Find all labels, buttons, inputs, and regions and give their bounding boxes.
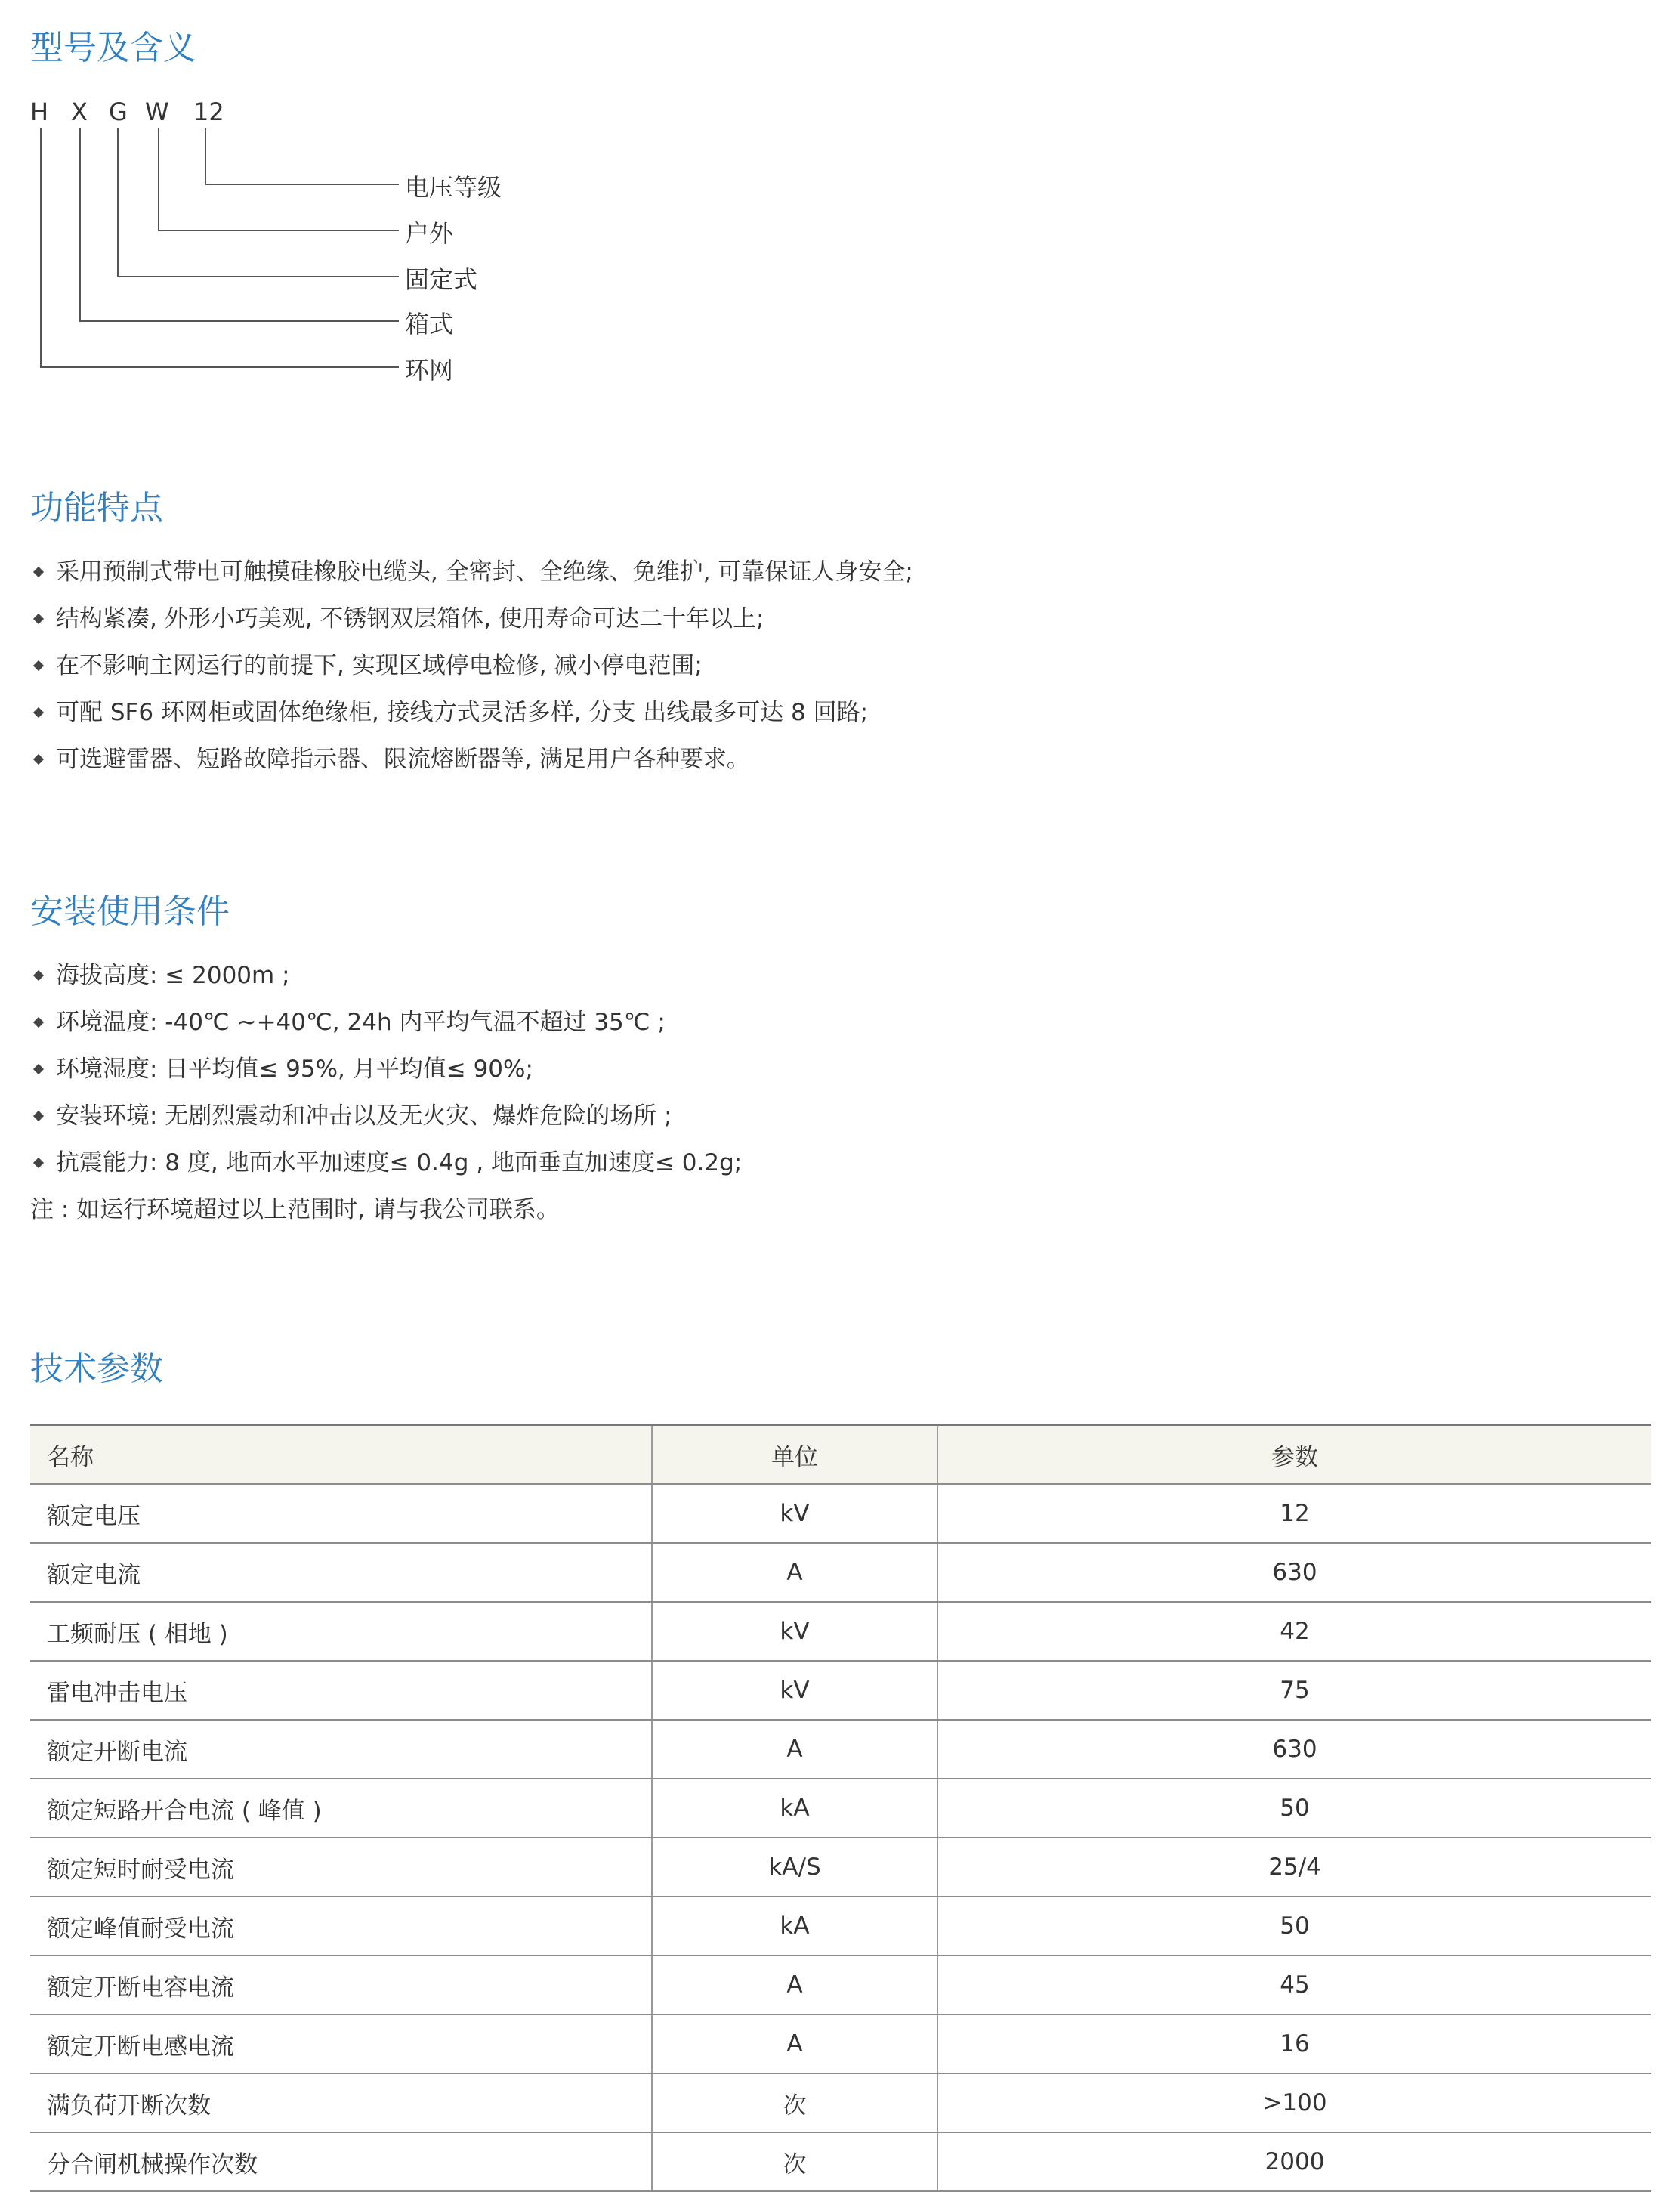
cell-unit: 次 bbox=[652, 2132, 937, 2191]
meaning-voltage-level: 电压等级 bbox=[405, 173, 502, 202]
cell-name: 雷电冲击电压 bbox=[30, 1661, 652, 1720]
cell-name: 分合闸机械操作次数 bbox=[30, 2132, 652, 2191]
header-name: 名称 bbox=[30, 1425, 652, 1485]
list-item: 可选避雷器、短路故障指示器、限流熔断器等, 满足用户各种要求。 bbox=[30, 736, 913, 783]
diamond-bullet-icon bbox=[33, 660, 44, 671]
table-row bbox=[30, 2014, 1651, 2073]
table-row bbox=[30, 1955, 1651, 2014]
meaning-outdoor: 户外 bbox=[405, 219, 454, 248]
cell-value: 50 bbox=[937, 1779, 1651, 1838]
connector-line-x bbox=[80, 128, 399, 321]
cell-unit: kA/S bbox=[652, 1838, 937, 1897]
cell-value: >100 bbox=[937, 2073, 1651, 2132]
cell-value: 16 bbox=[937, 2014, 1651, 2073]
list-item: 环境温度: -40℃ ~+40℃, 24h 内平均气温不超过 35℃ ; bbox=[30, 999, 742, 1046]
diamond-bullet-icon bbox=[33, 1111, 44, 1121]
table-row bbox=[30, 1602, 1651, 1661]
diamond-bullet-icon bbox=[33, 754, 44, 765]
cell-name: 额定短路开合电流 ( 峰值 ) bbox=[30, 1779, 652, 1838]
section-title-model: 型号及含义 bbox=[30, 29, 196, 67]
meaning-fixed: 固定式 bbox=[405, 265, 478, 294]
cell-value: 2000 bbox=[937, 2132, 1651, 2191]
model-letter-w: W bbox=[145, 97, 169, 126]
connector-line-h bbox=[41, 128, 399, 367]
cell-name: 额定开断电感电流 bbox=[30, 2014, 652, 2073]
table-row bbox=[30, 2132, 1651, 2191]
model-letter-12: 12 bbox=[193, 97, 224, 126]
list-item: 可配 SF6 环网柜或固体绝缘柜, 接线方式灵活多样, 分支 出线最多可达 8 回路; bbox=[30, 689, 913, 736]
diamond-bullet-icon bbox=[33, 1064, 44, 1074]
table-header-row bbox=[30, 1425, 1651, 1485]
cell-unit: A bbox=[652, 1543, 937, 1602]
table-row bbox=[30, 2073, 1651, 2132]
diamond-bullet-icon bbox=[33, 707, 44, 718]
connector-line-w bbox=[159, 128, 399, 230]
cell-unit: kV bbox=[652, 1602, 937, 1661]
model-code-diagram bbox=[0, 0, 423, 393]
cell-name: 额定电流 bbox=[30, 1543, 652, 1602]
cell-name: 额定开断电流 bbox=[30, 1720, 652, 1779]
list-item: 结构紧凑, 外形小巧美观, 不锈钢双层箱体, 使用寿命可达二十年以上; bbox=[30, 595, 913, 642]
table-row bbox=[30, 1543, 1651, 1602]
cell-name: 额定短时耐受电流 bbox=[30, 1838, 652, 1897]
cell-unit: kV bbox=[652, 1661, 937, 1720]
feature-list bbox=[30, 549, 913, 783]
tech-params-table bbox=[30, 1424, 1651, 2192]
cell-unit: kV bbox=[652, 1484, 937, 1543]
cell-unit: A bbox=[652, 2014, 937, 2073]
header-value: 参数 bbox=[937, 1425, 1651, 1485]
table-row bbox=[30, 1838, 1651, 1897]
diamond-bullet-icon bbox=[33, 1158, 44, 1168]
cell-unit: kA bbox=[652, 1897, 937, 1955]
cell-value: 25/4 bbox=[937, 1838, 1651, 1897]
list-item: 采用预制式带电可触摸硅橡胶电缆头, 全密封、全绝缘、免维护, 可靠保证人身安全; bbox=[30, 549, 913, 595]
meaning-ring-network: 环网 bbox=[405, 356, 454, 385]
cell-value: 630 bbox=[937, 1543, 1651, 1602]
cell-value: 630 bbox=[937, 1720, 1651, 1779]
list-item: 安装环境: 无剧烈震动和冲击以及无火灾、爆炸危险的场所 ; bbox=[30, 1093, 742, 1139]
list-item: 在不影响主网运行的前提下, 实现区域停电检修, 减小停电范围; bbox=[30, 642, 913, 689]
cell-unit: 次 bbox=[652, 2073, 937, 2132]
model-letter-g: G bbox=[109, 97, 128, 126]
table-row bbox=[30, 1779, 1651, 1838]
section-title-tech-params: 技术参数 bbox=[30, 1350, 163, 1388]
diamond-bullet-icon bbox=[33, 970, 44, 981]
table-row bbox=[30, 1661, 1651, 1720]
section-title-features: 功能特点 bbox=[30, 489, 163, 527]
cell-unit: kA bbox=[652, 1779, 937, 1838]
cell-name: 额定电压 bbox=[30, 1484, 652, 1543]
cell-name: 工频耐压 ( 相地 ) bbox=[30, 1602, 652, 1661]
cell-value: 12 bbox=[937, 1484, 1651, 1543]
list-item: 抗震能力: 8 度, 地面水平加速度≤ 0.4g , 地面垂直加速度≤ 0.2g; bbox=[30, 1139, 742, 1186]
connector-line-12 bbox=[205, 128, 399, 184]
cell-value: 75 bbox=[937, 1661, 1651, 1720]
meaning-box-type: 箱式 bbox=[405, 310, 454, 339]
cell-value: 50 bbox=[937, 1897, 1651, 1955]
cell-unit: A bbox=[652, 1955, 937, 2014]
model-letter-x: X bbox=[71, 97, 88, 126]
cell-name: 满负荷开断次数 bbox=[30, 2073, 652, 2132]
list-item: 环境湿度: 日平均值≤ 95%, 月平均值≤ 90%; bbox=[30, 1046, 742, 1093]
table-row bbox=[30, 1897, 1651, 1955]
header-unit: 单位 bbox=[652, 1425, 937, 1485]
table-row bbox=[30, 1720, 1651, 1779]
diamond-bullet-icon bbox=[33, 1017, 44, 1028]
cell-name: 额定峰值耐受电流 bbox=[30, 1897, 652, 1955]
conditions-list bbox=[30, 952, 742, 1186]
note-text: 注 : 如运行环境超过以上范围时, 请与我公司联系。 bbox=[30, 1196, 560, 1223]
cell-value: 45 bbox=[937, 1955, 1651, 2014]
model-letter-h: H bbox=[30, 97, 49, 126]
cell-value: 42 bbox=[937, 1602, 1651, 1661]
connector-line-g bbox=[118, 128, 399, 277]
diamond-bullet-icon bbox=[33, 567, 44, 577]
cell-name: 额定开断电容电流 bbox=[30, 1955, 652, 2014]
list-item: 海拔高度: ≤ 2000m ; bbox=[30, 952, 742, 999]
table-row bbox=[30, 1484, 1651, 1543]
diamond-bullet-icon bbox=[33, 614, 44, 624]
cell-unit: A bbox=[652, 1720, 937, 1779]
section-title-conditions: 安装使用条件 bbox=[30, 892, 230, 931]
